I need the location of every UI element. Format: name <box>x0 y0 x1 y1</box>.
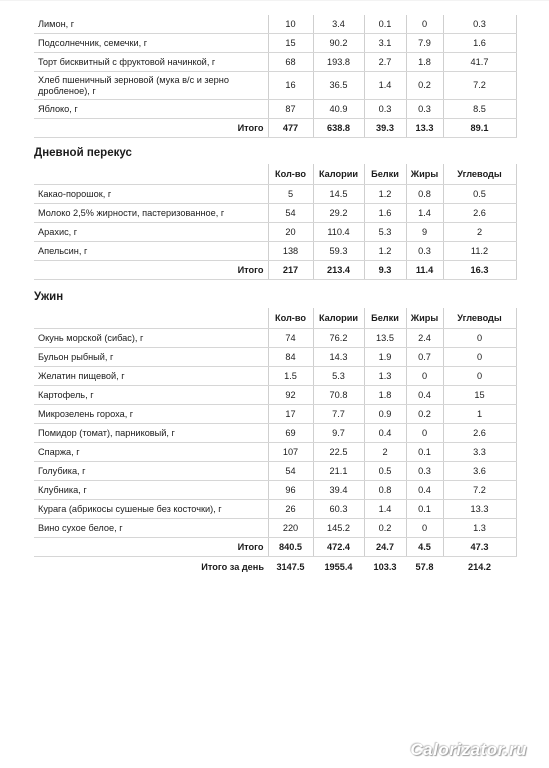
cell-qty: 87 <box>268 100 313 119</box>
snack-table <box>34 164 517 280</box>
total-label: Итого <box>34 538 268 557</box>
day-total-carbs: 214.2 <box>468 562 491 572</box>
table-row <box>34 519 516 538</box>
cell-kcal: 70.8 <box>313 386 364 405</box>
cell-qty: 20 <box>268 223 313 242</box>
table-row <box>34 15 516 34</box>
food-name: Бульон рыбный, г <box>34 348 268 367</box>
food-name: Картофель, г <box>34 386 268 405</box>
table-row <box>34 53 516 72</box>
cell-carbs: 3.6 <box>443 462 516 481</box>
day-total-protein: 103.3 <box>373 562 397 572</box>
cell-kcal: 3.4 <box>313 15 364 34</box>
cell-qty: 92 <box>268 386 313 405</box>
total-row <box>34 261 516 280</box>
cell-fat: 0.2 <box>406 72 443 100</box>
food-name: Лимон, г <box>34 15 268 34</box>
cell-kcal: 39.4 <box>313 481 364 500</box>
total-label: Итого <box>34 261 268 280</box>
cell-carbs: 1.6 <box>443 34 516 53</box>
cell-carbs: 2 <box>443 223 516 242</box>
cell-protein: 13.5 <box>364 329 406 348</box>
cell-fat: 7.9 <box>406 34 443 53</box>
lunch-table <box>34 15 517 138</box>
cell-carbs: 7.2 <box>443 481 516 500</box>
total-carbs: 47.3 <box>443 538 516 557</box>
cell-carbs: 0.5 <box>443 185 516 204</box>
cell-qty: 138 <box>268 242 313 261</box>
table-row <box>34 348 516 367</box>
food-name: Апельсин, г <box>34 242 268 261</box>
watermark-logo: Calorizator.ru <box>410 740 527 759</box>
cell-protein: 0.1 <box>364 15 406 34</box>
day-total-kcal: 1955.4 <box>324 562 353 572</box>
header-qty: Кол-во <box>268 164 313 185</box>
cell-protein: 0.3 <box>364 100 406 119</box>
snack-rows <box>34 185 516 280</box>
total-fat: 4.5 <box>406 538 443 557</box>
cell-protein: 1.4 <box>364 500 406 519</box>
table-row <box>34 204 516 223</box>
total-kcal: 638.8 <box>313 119 364 138</box>
table-row <box>34 329 516 348</box>
table-row <box>34 72 516 100</box>
day-total-fat: 57.8 <box>415 562 434 572</box>
cell-protein: 0.8 <box>364 481 406 500</box>
dinner-table <box>34 308 517 577</box>
cell-carbs: 1.3 <box>443 519 516 538</box>
cell-carbs: 11.2 <box>443 242 516 261</box>
day-total-qty: 3147.5 <box>276 562 305 572</box>
total-qty: 477 <box>268 119 313 138</box>
cell-fat: 0 <box>406 367 443 386</box>
cell-fat: 0 <box>406 15 443 34</box>
total-carbs: 89.1 <box>443 119 516 138</box>
cell-fat: 1.8 <box>406 53 443 72</box>
cell-qty: 84 <box>268 348 313 367</box>
day-total-row <box>34 557 516 578</box>
cell-kcal: 145.2 <box>313 519 364 538</box>
total-fat: 13.3 <box>406 119 443 138</box>
total-protein: 9.3 <box>364 261 406 280</box>
total-kcal: 213.4 <box>313 261 364 280</box>
food-name: Окунь морской (сибас), г <box>34 329 268 348</box>
cell-fat: 0.3 <box>406 462 443 481</box>
header-protein: Белки <box>364 308 406 329</box>
cell-kcal: 110.4 <box>313 223 364 242</box>
total-carbs: 16.3 <box>443 261 516 280</box>
dinner-title: Ужин <box>34 291 64 303</box>
table-row <box>34 242 516 261</box>
food-name: Торт бисквитный с фруктовой начинкой, г <box>34 53 268 72</box>
cell-kcal: 60.3 <box>313 500 364 519</box>
cell-qty: 16 <box>268 72 313 100</box>
cell-fat: 0.1 <box>406 443 443 462</box>
cell-qty: 54 <box>268 462 313 481</box>
header-kcal: Калории <box>313 164 364 185</box>
cell-kcal: 5.3 <box>313 367 364 386</box>
cell-protein: 0.5 <box>364 462 406 481</box>
header-kcal: Калории <box>313 308 364 329</box>
cell-qty: 26 <box>268 500 313 519</box>
table-row <box>34 443 516 462</box>
cell-kcal: 21.1 <box>313 462 364 481</box>
cell-fat: 0 <box>406 519 443 538</box>
cell-fat: 9 <box>406 223 443 242</box>
cell-kcal: 7.7 <box>313 405 364 424</box>
nutrition-report <box>34 0 516 577</box>
table-row <box>34 424 516 443</box>
cell-carbs: 2.6 <box>443 204 516 223</box>
cell-carbs: 13.3 <box>443 500 516 519</box>
total-row <box>34 119 516 138</box>
food-name: Помидор (томат), парниковый, г <box>34 424 268 443</box>
cell-carbs: 0 <box>443 329 516 348</box>
table-row <box>34 100 516 119</box>
table-row <box>34 223 516 242</box>
cell-protein: 3.1 <box>364 34 406 53</box>
header-qty: Кол-во <box>268 308 313 329</box>
cell-carbs: 0 <box>443 367 516 386</box>
header-carbs: Углеводы <box>443 164 516 185</box>
cell-qty: 17 <box>268 405 313 424</box>
snack-title: Дневной перекус <box>34 147 132 159</box>
cell-carbs: 3.3 <box>443 443 516 462</box>
cell-carbs: 8.5 <box>443 100 516 119</box>
food-name: Какао-порошок, г <box>34 185 268 204</box>
table-row <box>34 500 516 519</box>
cell-kcal: 90.2 <box>313 34 364 53</box>
cell-qty: 15 <box>268 34 313 53</box>
cell-fat: 0 <box>406 424 443 443</box>
food-name: Спаржа, г <box>34 443 268 462</box>
food-name: Голубика, г <box>34 462 268 481</box>
cell-protein: 1.2 <box>364 242 406 261</box>
food-name: Курага (абрикосы сушеные без косточки), г <box>34 500 268 519</box>
cell-fat: 0.3 <box>406 100 443 119</box>
cell-fat: 0.4 <box>406 386 443 405</box>
cell-carbs: 0.3 <box>443 15 516 34</box>
cell-kcal: 9.7 <box>313 424 364 443</box>
cell-carbs: 2.6 <box>443 424 516 443</box>
cell-protein: 0.9 <box>364 405 406 424</box>
cell-carbs: 0 <box>443 348 516 367</box>
header-row <box>34 164 516 185</box>
cell-kcal: 193.8 <box>313 53 364 72</box>
table-row <box>34 34 516 53</box>
total-protein: 39.3 <box>364 119 406 138</box>
food-name: Клубника, г <box>34 481 268 500</box>
table-row <box>34 405 516 424</box>
header-row <box>34 308 516 329</box>
food-name: Вино сухое белое, г <box>34 519 268 538</box>
food-name: Молоко 2,5% жирности, пастеризованное, г <box>34 204 268 223</box>
cell-protein: 1.9 <box>364 348 406 367</box>
cell-kcal: 40.9 <box>313 100 364 119</box>
cell-qty: 68 <box>268 53 313 72</box>
cell-qty: 74 <box>268 329 313 348</box>
cell-kcal: 22.5 <box>313 443 364 462</box>
cell-protein: 2 <box>364 443 406 462</box>
table-row <box>34 481 516 500</box>
day-total-label: Итого за день <box>201 562 264 572</box>
cell-protein: 5.3 <box>364 223 406 242</box>
cell-kcal: 29.2 <box>313 204 364 223</box>
total-kcal: 472.4 <box>313 538 364 557</box>
cell-carbs: 41.7 <box>443 53 516 72</box>
total-protein: 24.7 <box>364 538 406 557</box>
cell-qty: 54 <box>268 204 313 223</box>
dinner-rows <box>34 329 516 557</box>
cell-protein: 2.7 <box>364 53 406 72</box>
total-label: Итого <box>34 119 268 138</box>
total-row <box>34 538 516 557</box>
food-name: Желатин пищевой, г <box>34 367 268 386</box>
lunch-rows <box>34 15 516 138</box>
food-name: Подсолнечник, семечки, г <box>34 34 268 53</box>
cell-protein: 1.2 <box>364 185 406 204</box>
header-carbs: Углеводы <box>443 308 516 329</box>
cell-fat: 0.2 <box>406 405 443 424</box>
cell-carbs: 1 <box>443 405 516 424</box>
cell-kcal: 36.5 <box>313 72 364 100</box>
table-row <box>34 367 516 386</box>
cell-protein: 1.4 <box>364 72 406 100</box>
cell-carbs: 7.2 <box>443 72 516 100</box>
table-row <box>34 386 516 405</box>
header-fat: Жиры <box>406 164 443 185</box>
cell-kcal: 14.3 <box>313 348 364 367</box>
food-name: Микрозелень гороха, г <box>34 405 268 424</box>
cell-qty: 69 <box>268 424 313 443</box>
cell-fat: 0.3 <box>406 242 443 261</box>
cell-qty: 1.5 <box>268 367 313 386</box>
cell-qty: 96 <box>268 481 313 500</box>
total-qty: 217 <box>268 261 313 280</box>
table-row <box>34 462 516 481</box>
header-protein: Белки <box>364 164 406 185</box>
cell-protein: 0.4 <box>364 424 406 443</box>
cell-carbs: 15 <box>443 386 516 405</box>
cell-fat: 0.1 <box>406 500 443 519</box>
cell-qty: 107 <box>268 443 313 462</box>
cell-fat: 0.4 <box>406 481 443 500</box>
food-name: Арахис, г <box>34 223 268 242</box>
cell-qty: 5 <box>268 185 313 204</box>
cell-fat: 1.4 <box>406 204 443 223</box>
cell-protein: 0.2 <box>364 519 406 538</box>
cell-qty: 220 <box>268 519 313 538</box>
table-row <box>34 185 516 204</box>
total-qty: 840.5 <box>268 538 313 557</box>
cell-protein: 1.8 <box>364 386 406 405</box>
cell-protein: 1.6 <box>364 204 406 223</box>
cell-protein: 1.3 <box>364 367 406 386</box>
cell-qty: 10 <box>268 15 313 34</box>
food-name: Хлеб пшеничный зерновой (мука в/с и зерно дробленое), г <box>34 72 268 100</box>
cell-fat: 0.8 <box>406 185 443 204</box>
cell-kcal: 14.5 <box>313 185 364 204</box>
cell-kcal: 76.2 <box>313 329 364 348</box>
cell-fat: 2.4 <box>406 329 443 348</box>
cell-kcal: 59.3 <box>313 242 364 261</box>
total-fat: 11.4 <box>406 261 443 280</box>
food-name: Яблоко, г <box>34 100 268 119</box>
cell-fat: 0.7 <box>406 348 443 367</box>
header-fat: Жиры <box>406 308 443 329</box>
